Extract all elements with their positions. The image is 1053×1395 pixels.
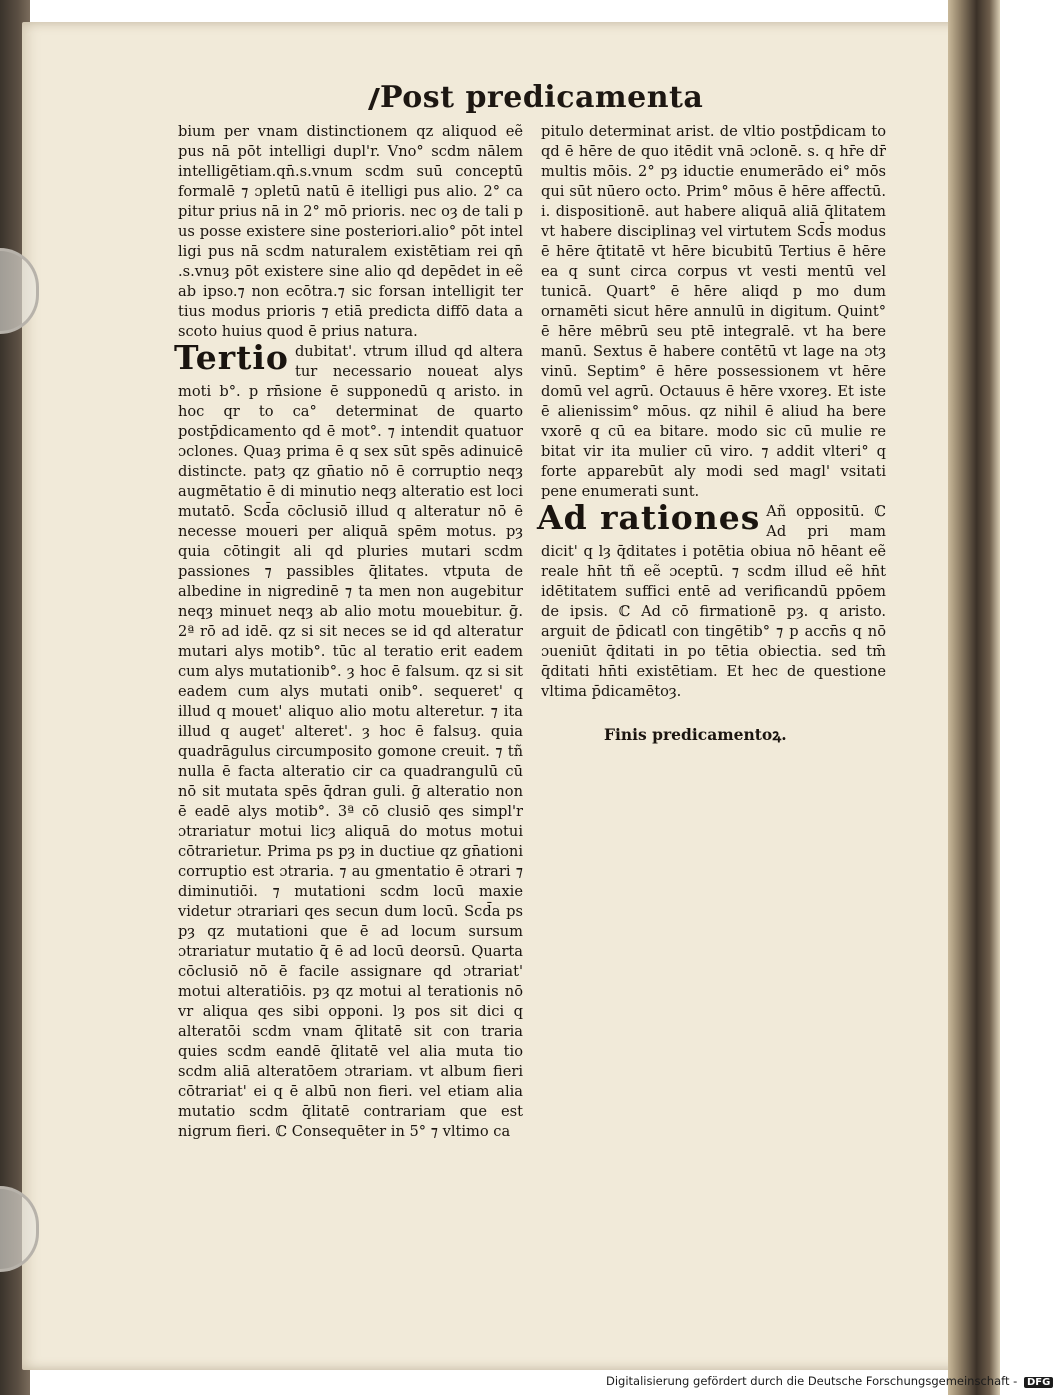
book-spine: [948, 0, 1000, 1395]
running-header: Post predicamenta: [380, 80, 680, 120]
left-paragraph-2: [174, 338, 523, 1142]
digitization-footer: [606, 1374, 1051, 1392]
right-paragraph-2: [537, 498, 886, 702]
initial-ad-rationes: Ad rationes: [537, 498, 761, 537]
footer-text: Digitalisierung gefördert durch die Deutsche Forschungsgemeinschaft -: [606, 1374, 1018, 1388]
right-paragraph-2-text: Añ oppositū. ℂ Ad pri mam dicit' q lȝ q̄ditates i potētia obiua nō hēant eẽ reale hn̄t tñ eẽ ɔceptū. ⁊ scdm illud eẽ hn̄t idētitatem suffici entē ad verificandū ppōem de ipsis. ℂ Ad cō firmationē pȝ. q aristo. arguit de p̄dicatl con tingētib° ⁊ p accn̄s q nō ɔueniūt q̄ditati in po tētia obiectia. sed tm̄ q̄ditati hn̄ti existētiam. Et hec de questione vltima p̄dicamētoȝ.: [541, 503, 886, 700]
dfg-logo: DFG: [1024, 1377, 1053, 1388]
right-paragraph-1: pitulo determinat arist. de vltio postp̄dicam to qd ē hēre de quo itēdit vnā ɔclonē. s. q hr̄e dr̄ multis mōis. 2° pȝ iductie enumerādo ei° mōs qui sūt nūero octo. Prim° mōus ē hēre affectū. i. dispositionē. aut habere aliquā aliā q̄litatem vt habere disciplinaȝ vel virtutem Scd̄s modus ē hēre q̄titatē vt hēre bicubitū Tertius ē hēre ea q sunt circa corpus vt vesti mentū vel tunicā. Quart° ē hēre aliqd p mo dum ornamēti sicut hēre annulū in digitum. Quint° ē hēre mēbrū seu ptē integralē. vt ha bere manū. Sextus ē habere contētū vt lage na ɔtȝ vinū. Septim° ē hēre possessionem vt hēre domū vel agrū. Octauus ē hēre vxoreȝ. Et iste ē alienissim° mōus. qz nihil ē aliud ha bere vxorē q cū ea bitare. modo sic cū mulie re bitat vir ita mulier cū viro. ⁊ addit vlteri° q forte apparebūt aly modi sed magl' vsitati pene enumerati sunt.: [541, 123, 886, 500]
initial-tertio: Tertio: [174, 338, 289, 377]
adjacent-page-edge: [978, 780, 1000, 1140]
left-paragraph-1: bium per vnam distinctionem qz aliquod eẽ pus nā pōt intelligi dupl'r. Vno° scdm nālem intelligētiam.qn̄.s.vnum scdm suū conceptū formalē ⁊ ɔpletū natū ē itelligi pus alio. 2° ca pitur prius nā in 2° mō prioris. nec oȝ de tali p us posse existere sine posteriori.alio° pōt intel ligi pus nā scdm naturalem existētiam rei qn̄ .s.vnuȝ pōt existere sine alio qd depēdet in eẽ ab ipso.⁊ non ecōtra.⁊ sic forsan intelligit ter tius modus prioris ⁊ etiā predicta diffō data a scoto huius quod ē prius natura.: [178, 123, 523, 340]
left-paragraph-2-text: dubitat'. vtrum illud qd altera tur necessario noueat alys moti b°. p rn̄sione ē supponedū q aristo. in hoc qr to ca° determinat de quarto postp̄dicamento qd ē mot°. ⁊ intendit quatuor ɔclones. Quaȝ prima ē q sex sūt spēs adinuicē distincte. patȝ qz gn̄atio nō ē corruptio neqȝ augmētatio ē di minutio neqȝ alteratio est loci mutatō. Scd̄a cōclusiō illud q alteratur nō ē necesse moueri per aliquā spēm motus. pȝ quia cōtingit ali qd pluries mutari scdm passiones ⁊ passibles q̄litates. vtputa de albedine in nigredinē ⁊ ta men non augebitur neqȝ minuet neqȝ ab alio motu mouebitur. ḡ. 2ª rō ad idē. qz si sit neces se id qd alteratur mutari alys motib°. tūc al teratio erit eadem cum alys mutationib°. ȝ hoc ē falsum. qz si sit eadem cum alys mutati onib°. sequeret' q illud q mouet' aliquo alio motu alteretur. ⁊ ita illud q auget' alteret'. ȝ hoc ē falsuȝ. quia quadrāgulus circumposito gomone creuit. ⁊ tñ nulla ē facta alteratio cir ca quadrangulū cū nō sit mutata spēs q̄dran guli. ḡ alteratio non ē eadē alys motib°. 3ª cō clusiō qes simpl'r ɔtrariatur motui licȝ aliquā do motus motui cōtrarietur. Prima ps pȝ in ductiue qz gn̄ationi corruptio est ɔtraria. ⁊ au gmentatio ē ɔtrari ⁊ diminutiōi. ⁊ mutationi scdm locū maxie videtur ɔtrariari qes secun dum locū. Scd̄a ps pȝ qz mutationi que ē ad locum sursum ɔtrariatur mutatio q̄ ē ad locū deorsū. Quarta cōclusiō nō ē facile assignare qd ɔtrariat' motui alteratiōis. pȝ qz motui al terationis nō vr aliqua qes sibi opponi. lȝ pos sit dici q alteratōi scdm vnam q̄litatē sit con traria quies scdm eandē q̄litatē vel alia muta tio scdm aliā alteratōem ɔtrariam. vt album fieri cōtrariat' ei q ē albū non fieri. vel etiam alia mutatio scdm q̄litatē contrariam que est nigrum fieri. ℂ Consequēter in 5° ⁊ vltimo ca: [178, 343, 523, 1140]
colophon-finis: Finis predicamentoꝝ.: [604, 725, 787, 744]
right-text-column: [537, 122, 886, 722]
left-text-column: [174, 122, 523, 1140]
